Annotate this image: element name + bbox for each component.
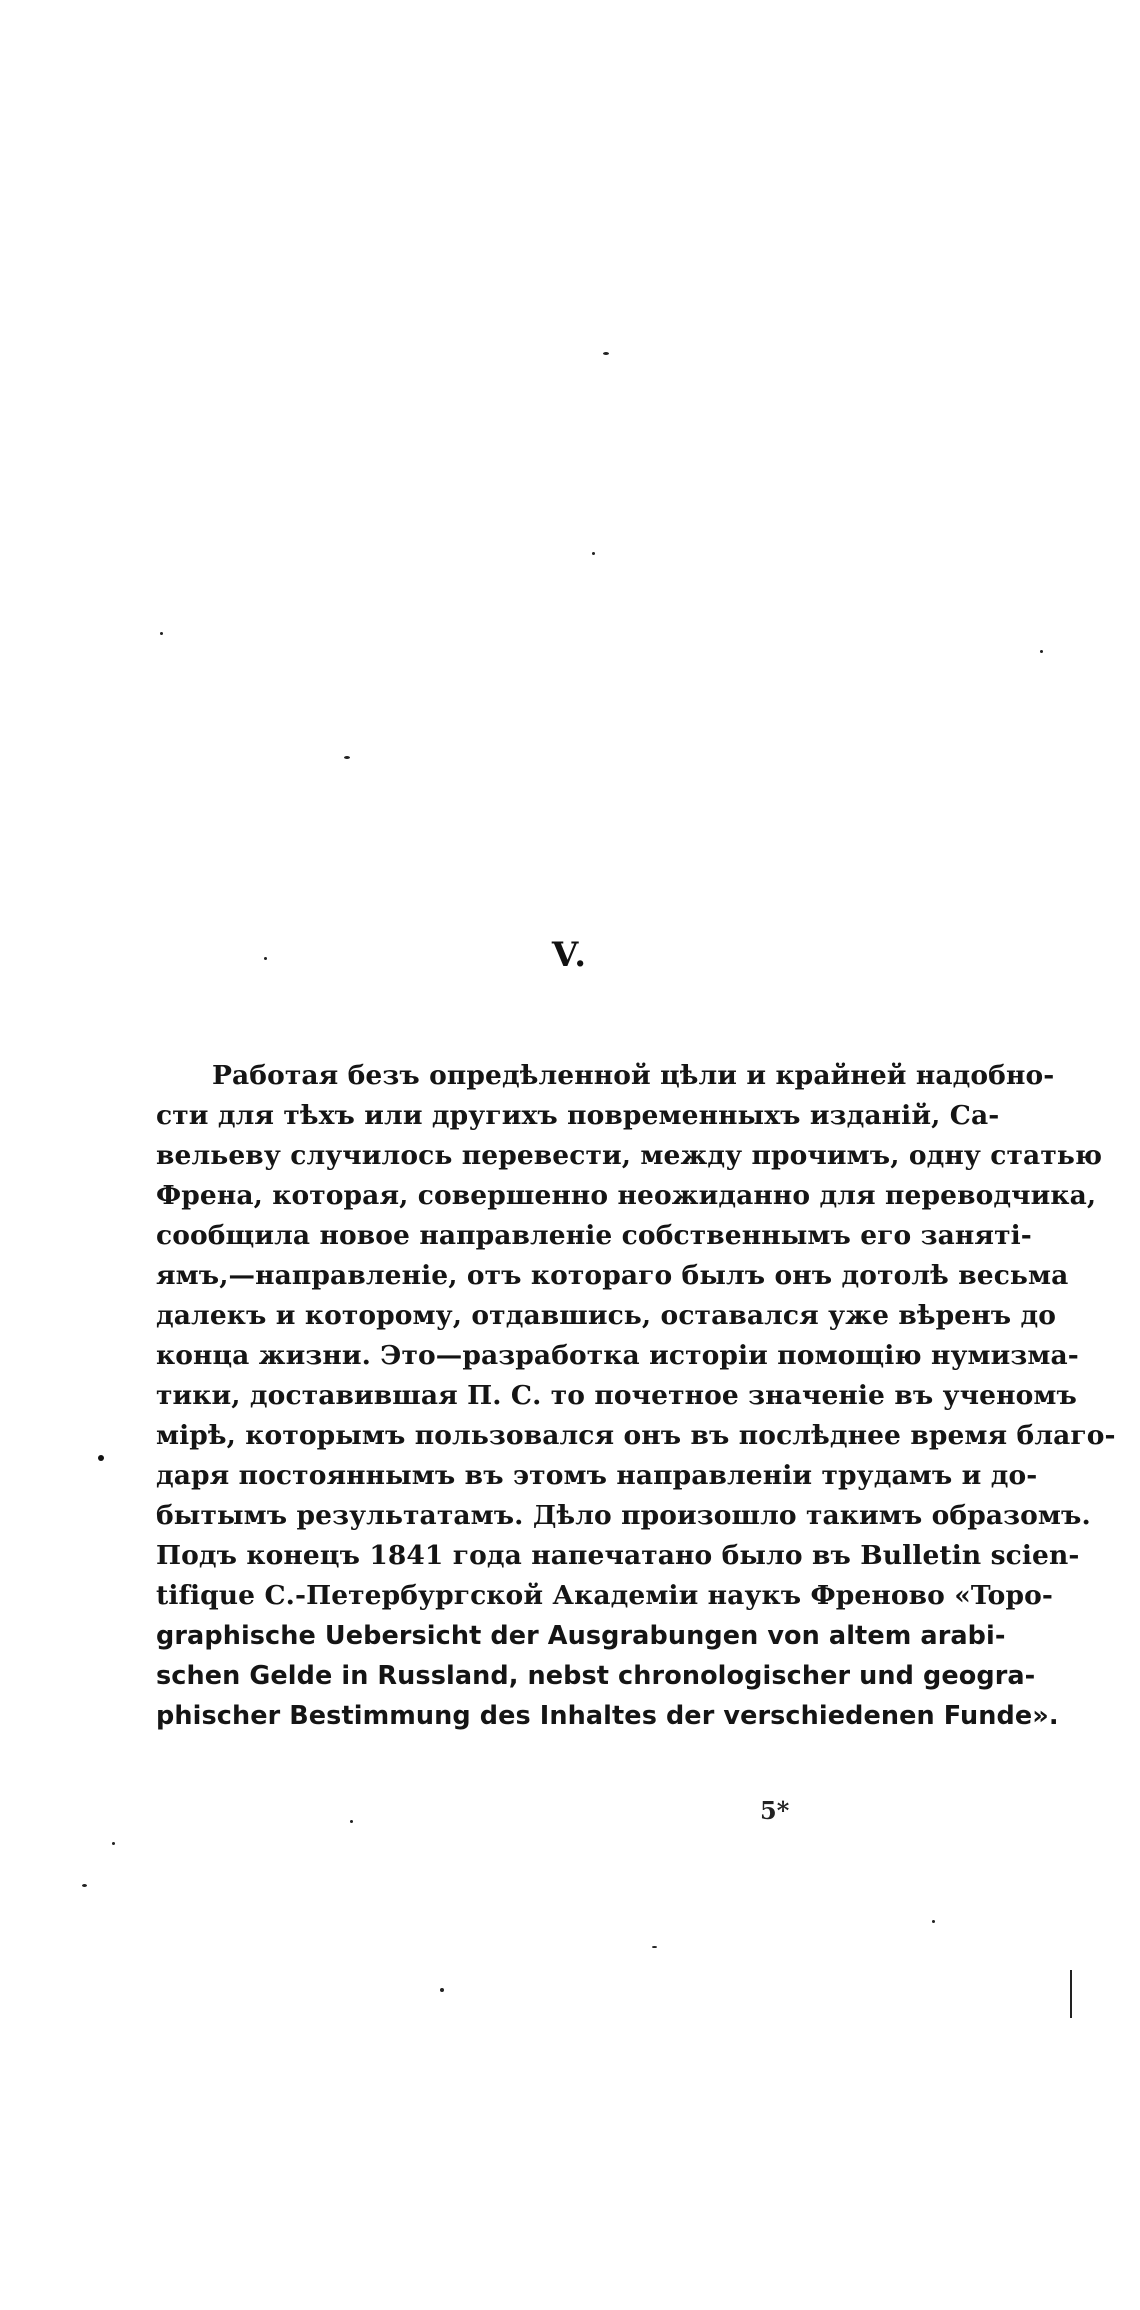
text-line: phischer Bestimmung des Inhaltes der verschiedenen Funde». xyxy=(156,1701,1059,1731)
scan-speck xyxy=(82,1884,87,1887)
text-line: далекъ и которому, отдавшись, оставался уже вѣренъ до xyxy=(156,1300,1056,1331)
text-line: тики, доставившая П. С. то почетное значеніе въ ученомъ xyxy=(156,1380,1077,1411)
text-line: tifique С.-Петербургской Академіи наукъ Френово «Topo- xyxy=(156,1580,1053,1611)
signature-mark: 5* xyxy=(760,1796,790,1825)
text-line: ямъ,—направленіе, отъ котораго былъ онъ дотолѣ весьма xyxy=(156,1260,1069,1291)
scan-speck xyxy=(592,552,595,555)
body-paragraph xyxy=(156,1056,1116,1736)
scan-edge-mark xyxy=(1070,1970,1072,2018)
text-line: конца жизни. Это—разработка исторіи помощію нумизма- xyxy=(156,1340,1079,1371)
text-line: сообщила новое направленіе собственнымъ его занятi- xyxy=(156,1220,1032,1251)
scan-speck xyxy=(440,1988,444,1992)
scan-speck xyxy=(603,352,609,355)
text-line: вельеву случилось перевести, между прочимъ, одну статью xyxy=(156,1140,1103,1171)
text-line: Подъ конецъ 1841 года напечатано было въ Bulletin scien- xyxy=(156,1540,1080,1571)
scan-speck xyxy=(932,1920,935,1923)
text-line: schen Gelde in Russland, nebst chronologischer und geogra- xyxy=(156,1661,1036,1691)
scan-speck xyxy=(344,756,350,759)
text-line: сти для тѣхъ или другихъ повременныхъ изданій, Са- xyxy=(156,1100,1000,1131)
text-line: даря постояннымъ въ этомъ направленіи трудамъ и до- xyxy=(156,1460,1038,1491)
text-line: мiрѣ, которымъ пользовался онъ въ послѣднее время благо- xyxy=(156,1420,1116,1451)
text-line: Френа, которая, совершенно неожиданно для переводчика, xyxy=(156,1180,1097,1211)
scan-speck xyxy=(160,632,163,635)
text-line: бытымъ результатамъ. Дѣло произошло такимъ образомъ. xyxy=(156,1500,1091,1531)
scan-speck xyxy=(652,1946,657,1948)
text-line: Работая безъ опредѣленной цѣли и крайней надобно- xyxy=(212,1060,1055,1091)
scan-speck xyxy=(1040,650,1043,653)
scan-speck xyxy=(350,1820,353,1823)
margin-dot xyxy=(98,1455,104,1461)
chapter-heading: V. xyxy=(551,935,589,975)
scan-speck xyxy=(112,1842,115,1845)
text-line: graphische Uebersicht der Ausgrabungen von altem arabi- xyxy=(156,1621,1006,1651)
